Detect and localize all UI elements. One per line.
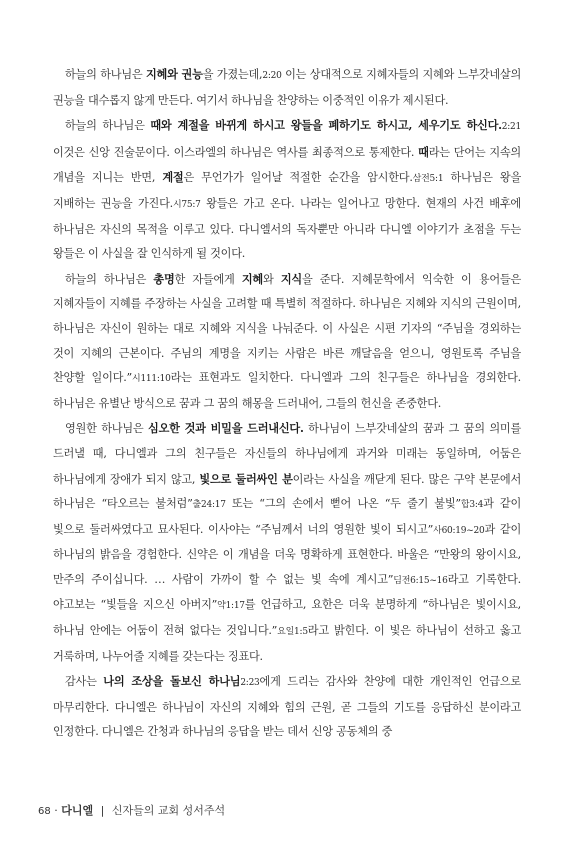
- scripture-reference: 시111:10: [132, 374, 171, 385]
- emphasis-text: 심오한 것과 비밀을 드러내신다.: [148, 421, 304, 436]
- scripture-reference: 2:20: [262, 71, 282, 81]
- body-text: 감사는: [65, 675, 104, 689]
- body-text: 라는 단어는 지속의 개념을 지니는 반면,: [53, 145, 521, 185]
- body-text: 이것은 신앙 진술문이다. 이스라엘의 하나님은 역사를 최종적으로 통제한다.: [53, 145, 419, 159]
- body-text: 를 언급하고, 요한은 더욱 분명하게 “하나님은 빛이시요, 하나님 안에는 어둠이 전혀 없다는 것입니다.”: [53, 598, 521, 638]
- emphasis-text: 지혜: [241, 271, 263, 286]
- body-paragraph: [53, 669, 521, 745]
- emphasis-text: 총명: [153, 271, 175, 286]
- footer-separator: |: [100, 804, 105, 817]
- body-text: 과 같이 하나님의 밝음을 경험한다. 신약은 이 개념을 더욱 명확하게 표현한다. 바울은 “만왕의 왕이시요, 만주의 주이십니다. … 사람이 가까이 할 수 없는 빛 속에 계시고”: [53, 522, 521, 586]
- body-text: 은 무언가가 일어날 적절한 순간을 암시한다.: [183, 171, 413, 185]
- scripture-reference: 출24:17: [192, 500, 226, 511]
- book-title: 다니엘: [61, 804, 94, 817]
- body-text: 한 자들에게: [174, 272, 242, 286]
- scripture-reference: 약1:17: [217, 601, 245, 612]
- page-footer: [38, 802, 225, 818]
- body-text: 이는 상대적으로 지혜자들의 지혜와 느부갓네살의 권능을 대수롭지 않게 만든다. 여기서 하나님을 찬양하는 이중적인 이유가 제시된다.: [53, 68, 522, 107]
- emphasis-text: 빛으로 둘러싸인 분: [199, 471, 293, 486]
- body-text: 하늘의 하나님은: [65, 119, 151, 133]
- scripture-reference: 시75:7: [172, 199, 201, 210]
- body-paragraph: [53, 267, 521, 417]
- body-text: 또는 “그의 손에서 뻗어 나온 “두 줄기 불빛”: [225, 497, 461, 511]
- body-text: 하늘의 하나님은: [65, 68, 146, 81]
- body-text: 에게 드리는 감사와 찬양에 대한 개인적인 언급으로 마무리한다. 다니엘은 하나님이 자신의 지혜와 힘의 근원, 곧 그들의 기도를 응답하신 분이라고 인정한다. 다니엘은 간청과 하나님의 응답을 받는 데서 신앙 공동체의 중: [53, 675, 521, 739]
- body-paragraph: [53, 62, 521, 113]
- body-text: 하나님은 왕을 지배하는 권능을 가진다.: [53, 171, 521, 210]
- body-text: 하늘의 하나님은: [65, 272, 154, 286]
- body-text: 영원한 하나님은: [65, 422, 149, 436]
- body-text: 라는 표현과도 일치한다. 다니엘과 그의 친구들은 하나님을 경외한다. 하나님은 유별난 방식으로 꿈과 그 꿈의 해몽을 드러내어, 그들의 헌신을 존중한다.: [53, 371, 521, 410]
- body-text: 을 준다. 지혜문학에서 익숙한 이 용어들은 지혜자들이 지혜를 주장하는 사실을 고려할 때 특별히 적절하다. 하나님은 지혜와 지식의 근원이며, 하나님은 자신이 원하는 대로 지혜와 지식을 나눠준다. 이 사실은 시편 기자의 “주님을 경외하는 것이 지혜의 근본이다. 주님의 계명을 지키는 사람은 바른 깨달음을 얻으니, 영원토록 주님을 찬양할 일이다.”: [53, 272, 522, 385]
- emphasis-text: 때: [418, 144, 429, 159]
- body-paragraph: [53, 113, 521, 267]
- emphasis-text: 나의 조상을 돌보신 하나님: [103, 674, 241, 689]
- body-text: 라고 기록한다. 야고보는 “빛들을 지으신 아버지”: [53, 572, 521, 612]
- emphasis-text: 계절: [162, 170, 184, 185]
- emphasis-text: 때와 계절을 바뀌게 하시고 왕들을 폐하기도 하시고, 세우기도 하신다.: [150, 118, 502, 133]
- scripture-reference: 삼전5:1: [412, 174, 444, 185]
- page-number: 68: [38, 806, 51, 817]
- body-text: 을 가졌는데,: [202, 68, 263, 81]
- series-title: 신자들의 교회 성서주석: [111, 804, 226, 817]
- scripture-reference: 2:23: [240, 678, 260, 689]
- scripture-reference: 사60:19~20: [433, 525, 485, 536]
- page-body: [53, 62, 521, 745]
- emphasis-text: 지혜와 권능: [146, 67, 203, 81]
- scripture-reference: 딤전6:15~16: [393, 575, 448, 586]
- body-text: 왕들은 가고 온다. 나라는 일어나고 망한다. 현재의 사건 배후에 하나님은 자신의 목적을 이루고 있다. 다니엘서의 독자뿐만 아니라 다니엘 이야기가 초점을 두는 왕들은 이 사실을 잘 인식하게 될 것이다.: [53, 196, 521, 261]
- scripture-reference: 2:21: [501, 122, 521, 133]
- body-text: 과 같이 빛으로 둘러싸였다고 묘사된다. 이사야는 “주님께서 너의 영원한 빛이 되시고”: [53, 497, 522, 536]
- body-text: 이라는 사실을 깨닫게 된다. 많은 구약 본문에서 하나님은 “타오르는 불처럼”: [53, 472, 522, 511]
- body-paragraph: [53, 416, 521, 669]
- scripture-reference: 합3:4: [460, 500, 484, 511]
- body-text: 라고 밝힌다. 이 빛은 하나님이 선하고 옳고 거룩하며, 나누어줄 지혜를 갖는다는 징표다.: [53, 624, 521, 663]
- footer-dot: ·: [54, 804, 58, 817]
- emphasis-text: 지식: [280, 271, 302, 286]
- body-text: 하나님이 느부갓네살의 꿈과 그 꿈의 의미를 드러낼 때, 다니엘과 그의 친구들은 자신들의 하나님에게 과거와 미래는 동일하며, 어둠은 하나님에게 장애가 되지 않고,: [53, 422, 522, 486]
- scripture-reference: 요일1:5: [277, 627, 308, 638]
- body-text: 와: [262, 272, 281, 286]
